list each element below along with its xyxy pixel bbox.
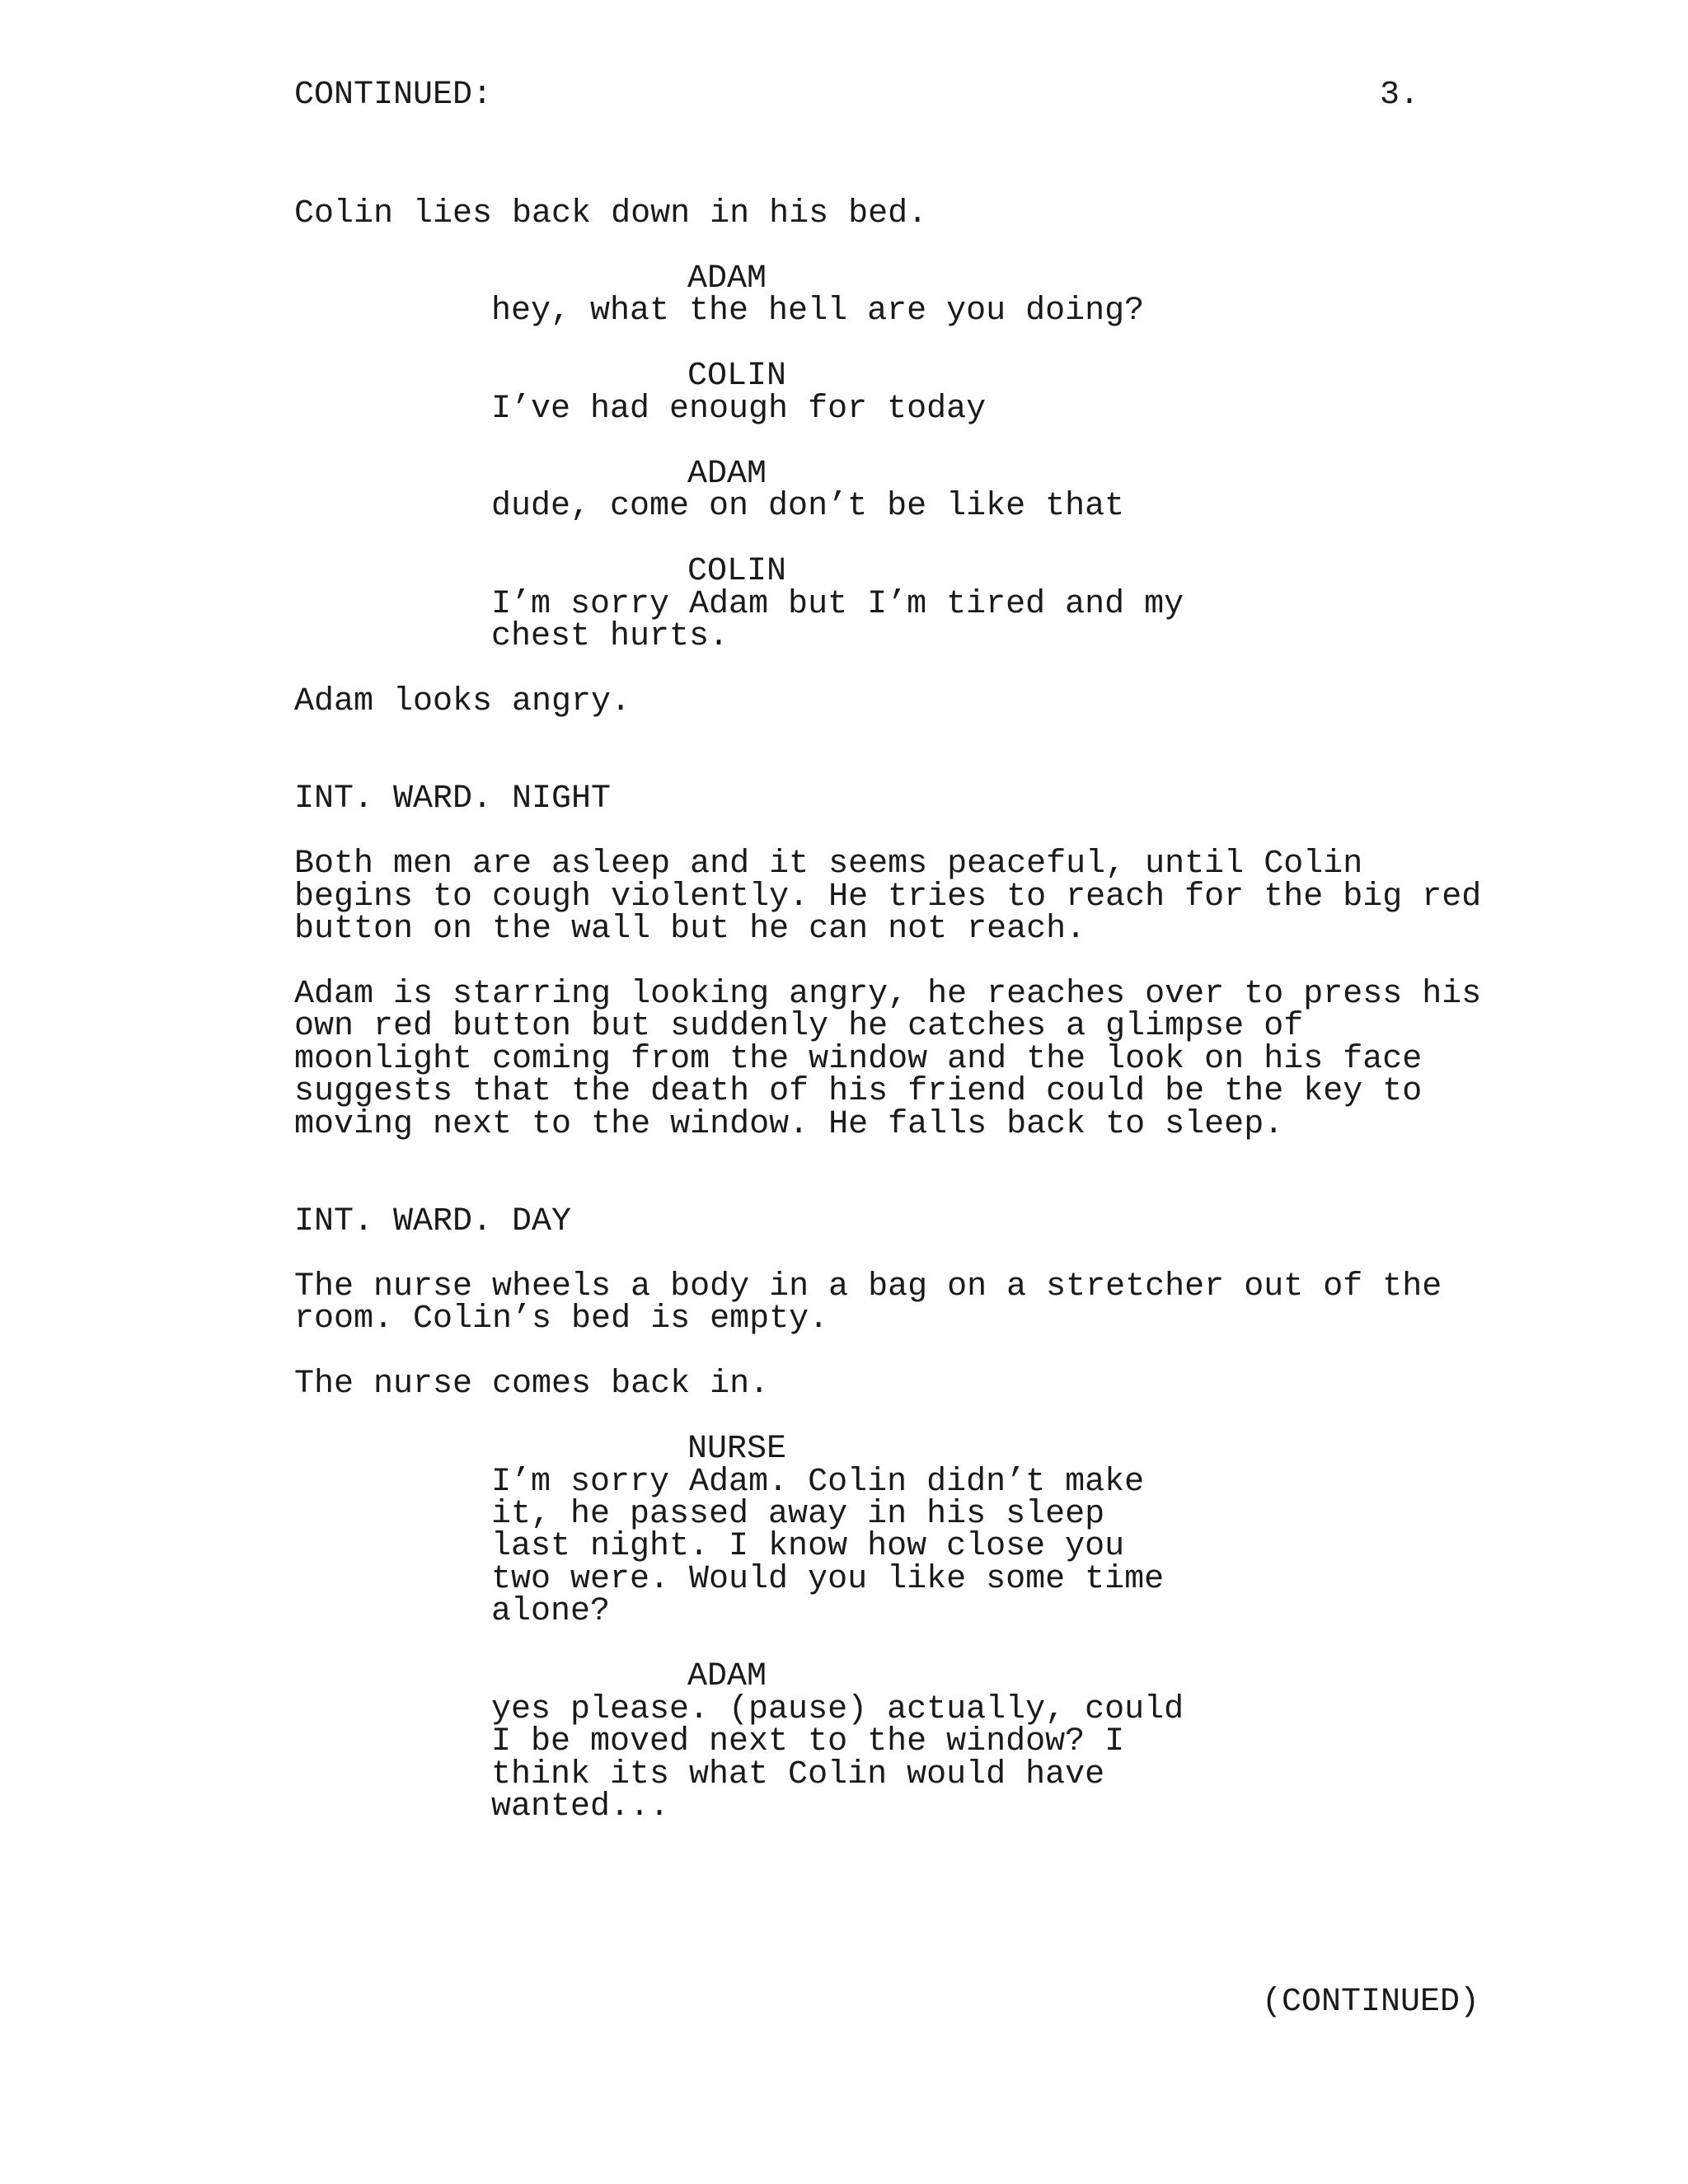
action-line: suggests that the death of his friend could be the key to xyxy=(294,1073,1423,1110)
character-name: COLIN xyxy=(687,358,787,395)
dialogue-line: dude, come on don’t be like that xyxy=(491,488,1125,525)
character-name: NURSE xyxy=(687,1431,787,1468)
action-line: Adam looks angry. xyxy=(294,683,631,720)
dialogue-line: yes please. (pause) actually, could xyxy=(491,1691,1184,1728)
character-name: ADAM xyxy=(687,456,767,493)
action-line: begins to cough violently. He tries to reach for the big red xyxy=(294,879,1482,916)
dialogue-line: think its what Colin would have xyxy=(491,1756,1105,1793)
action-line: The nurse wheels a body in a bag on a stretcher out of the xyxy=(294,1268,1442,1305)
continued-footer: (CONTINUED) xyxy=(1262,1984,1480,2021)
scene-heading: INT. WARD. NIGHT xyxy=(294,780,612,818)
dialogue-line: chest hurts. xyxy=(491,618,729,655)
character-name: ADAM xyxy=(687,1658,767,1695)
dialogue-line: alone? xyxy=(491,1593,611,1630)
continued-header: CONTINUED: xyxy=(294,77,493,114)
action-line: The nurse comes back in. xyxy=(294,1366,770,1403)
action-line: Adam is starring looking angry, he reaches over to press his xyxy=(294,976,1482,1013)
dialogue-line: two were. Would you like some time xyxy=(491,1561,1165,1598)
dialogue-line: wanted... xyxy=(491,1788,670,1825)
dialogue-line: it, he passed away in his sleep xyxy=(491,1496,1105,1533)
character-name: ADAM xyxy=(687,260,767,298)
action-line: own red button but suddenly he catches a glimpse of xyxy=(294,1008,1304,1045)
dialogue-line: hey, what the hell are you doing? xyxy=(491,293,1145,330)
action-line: Colin lies back down in his bed. xyxy=(294,195,928,232)
dialogue-line: I’m sorry Adam but I’m tired and my xyxy=(491,586,1184,623)
dialogue-line: I’ve had enough for today xyxy=(491,391,987,428)
action-line: button on the wall but he can not reach. xyxy=(294,911,1086,948)
dialogue-line: last night. I know how close you xyxy=(491,1528,1125,1565)
action-line: room. Colin’s bed is empty. xyxy=(294,1301,829,1338)
action-line: moonlight coming from the window and the look on his face xyxy=(294,1041,1423,1078)
scene-heading: INT. WARD. DAY xyxy=(294,1203,572,1240)
dialogue-line: I’m sorry Adam. Colin didn’t make xyxy=(491,1464,1145,1501)
action-line: Both men are asleep and it seems peaceful, until Colin xyxy=(294,846,1363,883)
dialogue-line: I be moved next to the window? I xyxy=(491,1723,1125,1760)
page-number: 3. xyxy=(1380,77,1420,114)
action-line: moving next to the window. He falls back to sleep. xyxy=(294,1106,1284,1143)
character-name: COLIN xyxy=(687,553,787,590)
